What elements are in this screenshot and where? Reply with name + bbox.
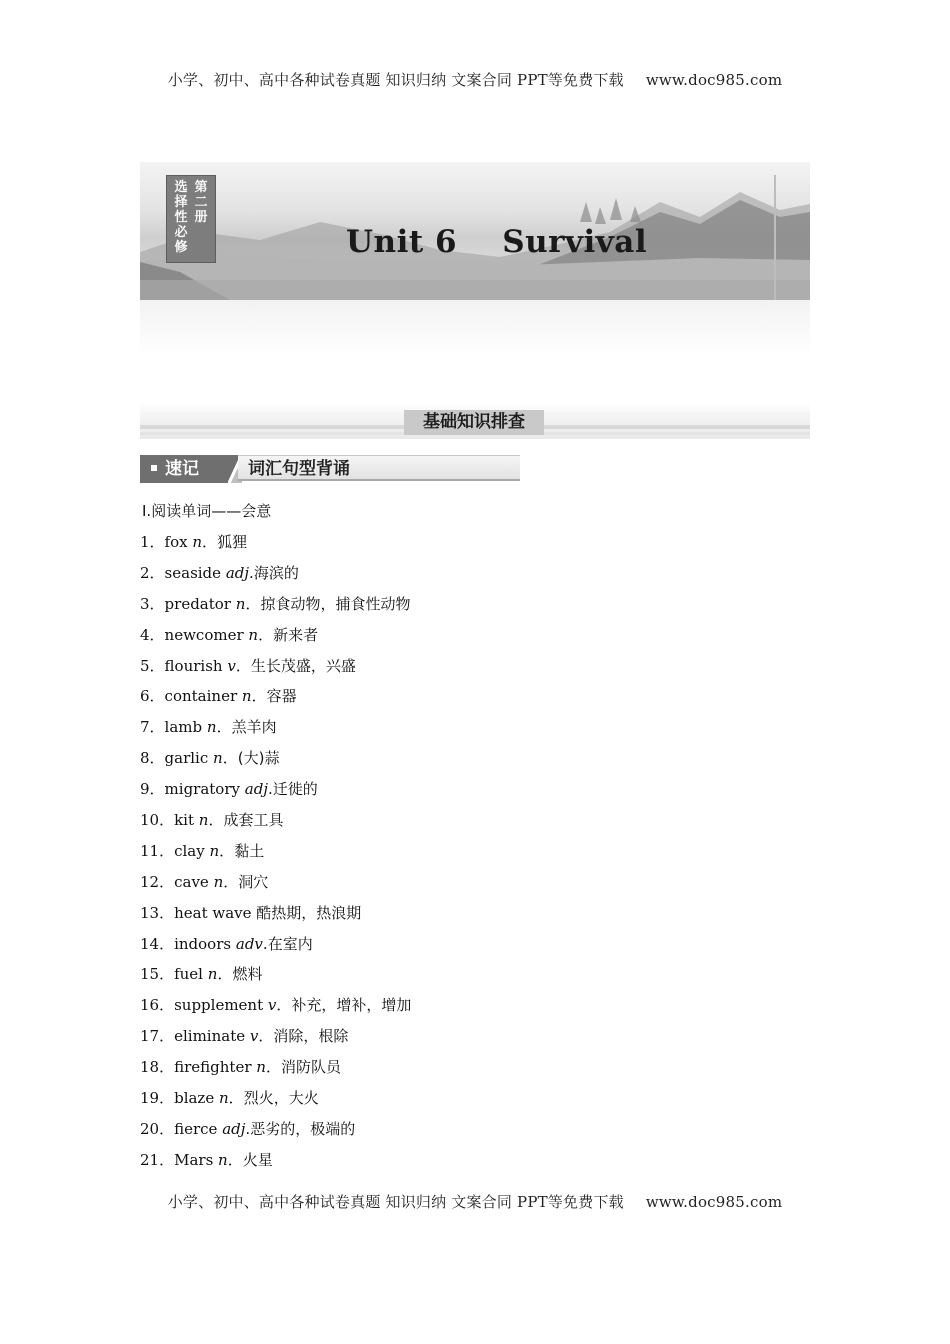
vocab-word: lamb <box>164 718 203 737</box>
vocab-number: 17． <box>140 1027 175 1046</box>
vocab-item <box>140 716 800 747</box>
vocab-separator: ． <box>222 749 238 768</box>
vocab-part-of-speech: adj <box>222 1119 246 1138</box>
vocab-separator: . <box>245 1119 251 1138</box>
vocab-number: 4． <box>140 625 165 644</box>
vocab-word: indoors <box>174 934 232 953</box>
vocab-separator: ． <box>216 718 232 737</box>
subsection-title: 词汇句型背诵 <box>238 455 520 481</box>
vocab-meaning: 酷热期，热浪期 <box>256 903 362 922</box>
vocab-meaning: 新来者 <box>273 625 319 644</box>
vocab-part-of-speech: n <box>209 841 220 860</box>
page-footer <box>0 1191 950 1212</box>
book-volume-tag <box>166 175 216 263</box>
vocab-item <box>140 840 800 871</box>
part-heading: Ⅰ.阅读单词——会意 <box>142 502 272 520</box>
vocab-meaning: (大)蒜 <box>237 749 280 768</box>
vocab-part-of-speech: adj <box>244 780 268 799</box>
vocab-number: 12． <box>140 872 175 891</box>
vocab-part-of-speech: n <box>219 1089 229 1108</box>
vocab-meaning: 在室内 <box>267 934 313 953</box>
book-tag-volume: 第二册 <box>194 180 208 225</box>
vocab-number: 1． <box>140 533 165 551</box>
vocab-part-of-speech: adv <box>235 934 263 953</box>
vocab-part-of-speech: n <box>207 965 218 984</box>
vocab-meaning: 烈火，大火 <box>243 1089 319 1108</box>
footer-text: 小学、初中、高中各种试卷真题 知识归纳 文案合同 PPT等免费下载 <box>167 1193 624 1211</box>
vocab-separator: ． <box>208 811 224 830</box>
vocab-part-of-speech: n <box>213 872 224 891</box>
vocab-meaning: 消除，根除 <box>273 1027 349 1046</box>
vocab-word: Mars <box>174 1150 214 1169</box>
vocab-separator: ． <box>245 594 261 613</box>
vocab-number: 14． <box>140 934 175 953</box>
subsection-bar <box>140 455 520 485</box>
vocab-number: 7． <box>140 718 165 737</box>
vocab-word: kit <box>174 811 195 830</box>
vocab-item <box>140 963 800 994</box>
vocab-number: 13． <box>140 903 175 922</box>
book-tag-series: 选择性必修 <box>174 180 188 255</box>
vocab-meaning: 火星 <box>242 1150 273 1169</box>
vocab-meaning: 恶劣的，极端的 <box>250 1119 356 1138</box>
header-site-link[interactable]: www.doc985.com <box>645 71 783 89</box>
vocab-separator: . <box>262 934 268 953</box>
vocab-item <box>140 655 800 686</box>
vocab-item <box>140 747 800 778</box>
vocab-separator: ． <box>258 1027 274 1046</box>
vocab-part-of-speech: n <box>192 533 203 551</box>
vocab-part-of-speech: adj <box>225 563 250 582</box>
vocab-meaning: 海滨的 <box>253 563 299 582</box>
vocab-item <box>140 871 800 902</box>
vocab-meaning: 迁徙的 <box>272 780 318 799</box>
section-title: 基础知识排查 <box>404 410 544 435</box>
vocab-meaning: 成套工具 <box>223 811 284 830</box>
vocab-separator: ． <box>258 625 274 644</box>
vocab-item <box>140 933 800 964</box>
vocab-separator: ． <box>227 1150 243 1169</box>
vocab-number: 20． <box>140 1119 175 1138</box>
vocab-item <box>140 624 800 655</box>
page-header <box>0 69 950 90</box>
vocab-part-of-speech: n <box>235 594 246 613</box>
unit-title: Unit 6 Survival <box>346 224 648 260</box>
vocab-item <box>140 809 800 840</box>
vocab-meaning: 洞穴 <box>238 872 269 891</box>
vocab-separator: ． <box>265 1058 281 1077</box>
vocab-separator: ． <box>219 841 235 860</box>
vocab-number: 5． <box>140 656 165 675</box>
vocab-part-of-speech: n <box>213 749 223 768</box>
vocab-part-of-speech: n <box>218 1150 228 1169</box>
vocab-item <box>140 1056 800 1087</box>
vocab-item <box>140 1025 800 1056</box>
vocab-number: 8． <box>140 749 165 768</box>
vocab-word: garlic <box>164 749 209 768</box>
vocab-meaning: 生长茂盛，兴盛 <box>250 656 356 675</box>
vocab-word: eliminate <box>174 1027 246 1046</box>
vocab-word: predator <box>164 594 231 613</box>
vocab-item <box>140 531 800 562</box>
vocab-word: migratory <box>164 780 240 799</box>
vocab-word: fuel <box>174 965 203 984</box>
vocab-number: 19． <box>140 1089 175 1108</box>
vocab-word: seaside <box>164 563 222 582</box>
banner-shadow <box>140 300 810 355</box>
vocab-item <box>140 593 800 624</box>
vocab-meaning: 补充，增补，增加 <box>291 996 412 1015</box>
vocab-part-of-speech: n <box>241 687 252 706</box>
vocab-item <box>140 778 800 809</box>
vocab-separator: ． <box>202 533 218 551</box>
square-bullet-icon <box>151 465 157 471</box>
vocab-part-of-speech: v <box>249 1027 259 1046</box>
vocab-word: newcomer <box>164 625 244 644</box>
vocab-meaning: 容器 <box>266 687 297 706</box>
vocab-item <box>140 1118 800 1149</box>
vocab-word: fox <box>164 533 188 551</box>
vocab-item <box>140 685 800 716</box>
vocab-word: cave <box>174 872 209 891</box>
vocab-separator: ． <box>235 656 251 675</box>
vocab-number: 18． <box>140 1058 175 1077</box>
vocab-number: 11． <box>140 841 175 860</box>
vocab-separator: ． <box>228 1089 244 1108</box>
vocab-word: firefighter <box>174 1058 252 1077</box>
subsection-label: 速记 <box>140 455 232 483</box>
vocab-separator: . <box>267 780 273 799</box>
vocab-number: 10． <box>140 811 175 830</box>
vocab-part-of-speech: n <box>198 811 209 830</box>
vocab-word: clay <box>174 841 205 860</box>
vocab-word: container <box>164 687 238 706</box>
vocab-meaning: 掠食动物，捕食性动物 <box>260 594 411 613</box>
vocab-number: 16． <box>140 996 175 1015</box>
vocab-meaning: 狐狸 <box>217 533 248 551</box>
vocab-number: 2． <box>140 563 165 582</box>
vocab-separator: ． <box>217 965 233 984</box>
vocab-separator: ． <box>251 687 267 706</box>
vocab-word: supplement <box>174 996 264 1015</box>
vocab-item <box>140 994 800 1025</box>
vocab-number: 21． <box>140 1150 175 1169</box>
vocab-meaning: 燃料 <box>232 965 263 984</box>
vocab-part-of-speech: n <box>206 718 217 737</box>
vocab-meaning: 黏土 <box>234 841 265 860</box>
vocab-item <box>140 1087 800 1118</box>
vocab-meaning: 羔羊肉 <box>231 718 277 737</box>
vocab-word: blaze <box>174 1089 215 1108</box>
vocab-number: 9． <box>140 780 165 799</box>
vocab-part-of-speech: v <box>227 656 236 675</box>
vocab-separator: . <box>249 563 254 582</box>
vocab-number: 6． <box>140 687 165 706</box>
footer-site-link[interactable]: www.doc985.com <box>645 1193 783 1211</box>
vocab-part-of-speech: n <box>256 1058 266 1077</box>
vocab-word: fierce <box>174 1119 218 1138</box>
vocab-separator: ． <box>223 872 239 891</box>
vocab-item <box>140 902 800 933</box>
vocab-separator: ． <box>276 996 292 1015</box>
vocab-number: 3． <box>140 594 165 613</box>
vocab-part-of-speech: v <box>267 996 277 1015</box>
vocab-word: heat wave <box>174 903 252 922</box>
vocab-number: 15． <box>140 965 175 984</box>
vocab-list <box>140 531 800 1180</box>
vocab-item <box>140 1149 800 1180</box>
vocab-meaning: 消防队员 <box>280 1058 341 1077</box>
header-text: 小学、初中、高中各种试卷真题 知识归纳 文案合同 PPT等免费下载 <box>167 71 624 89</box>
vocab-word: flourish <box>164 656 223 675</box>
vocab-item <box>140 562 800 593</box>
vocab-part-of-speech: n <box>248 625 259 644</box>
